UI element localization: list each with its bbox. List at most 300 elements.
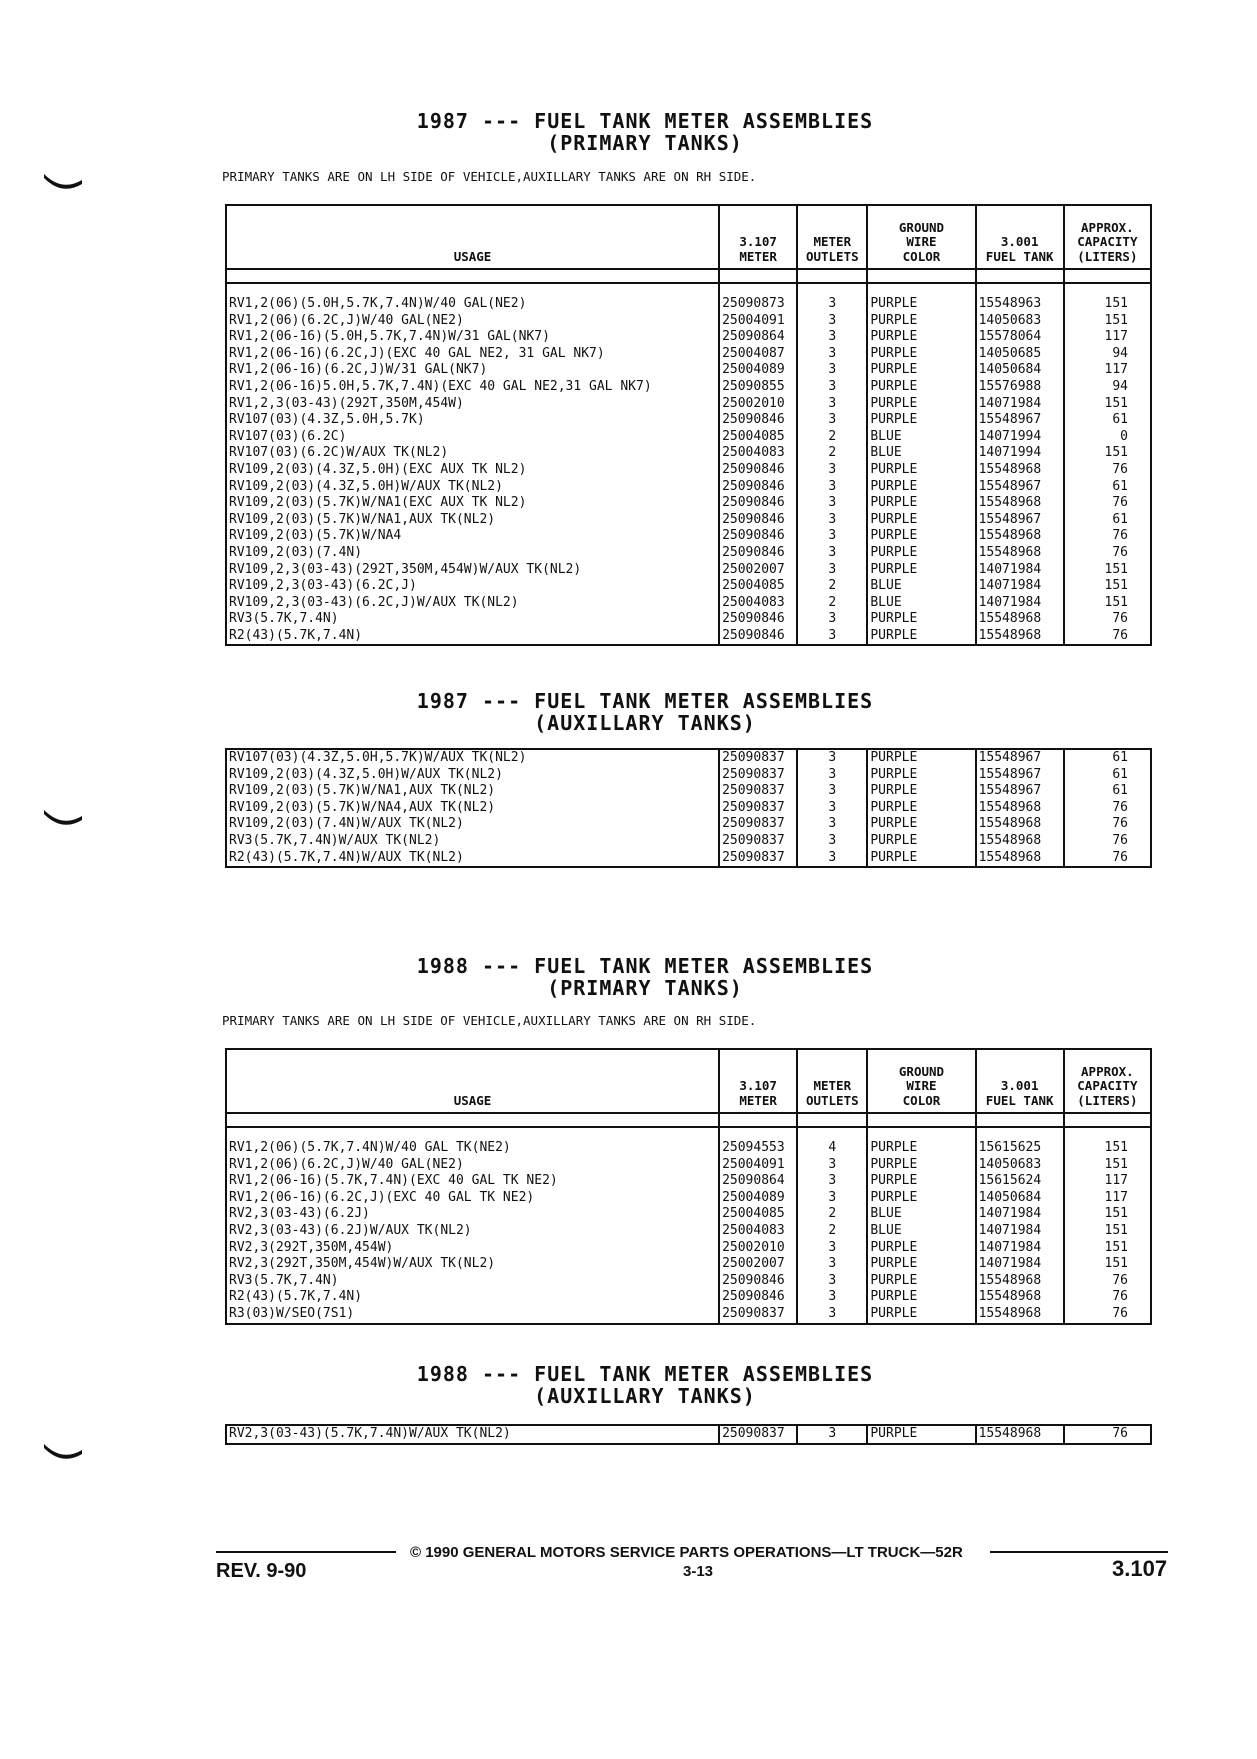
meter-part-cell: 25090846 — [719, 545, 797, 562]
section-title-1987-primary — [330, 110, 960, 154]
usage-cell: RV107(03)(4.3Z,5.0H,5.7K) — [226, 412, 719, 429]
header-text: WIRE — [906, 234, 937, 249]
usage-cell: R2(43)(5.7K,7.4N)W/AUX TK(NL2) — [226, 850, 719, 868]
usage-cell: R2(43)(5.7K,7.4N) — [226, 628, 719, 646]
gap-cell — [976, 1127, 1064, 1140]
header-text: APPROX. — [1081, 1063, 1134, 1079]
capacity-cell: 76 — [1064, 528, 1151, 545]
ground-wire-color-cell: PURPLE — [867, 767, 975, 784]
usage-cell: RV2,3(292T,350M,454W)W/AUX TK(NL2) — [226, 1256, 719, 1273]
header-text: (LITERS) — [1077, 248, 1138, 264]
capacity-cell: 151 — [1064, 595, 1151, 612]
meter-part-cell: 25090873 — [719, 296, 797, 313]
table-row — [226, 495, 1151, 512]
meter-outlets-cell: 3 — [797, 296, 867, 313]
gap-row — [226, 1127, 1151, 1140]
gap-cell — [797, 1127, 867, 1140]
fuel-tank-part-cell: 14050685 — [976, 346, 1064, 363]
capacity-cell: 76 — [1064, 1425, 1151, 1444]
ground-wire-color-cell: BLUE — [867, 1223, 975, 1240]
table-row — [226, 1140, 1151, 1157]
header-text: FUEL TANK — [985, 248, 1054, 264]
fuel-tank-part-cell: 15548968 — [976, 850, 1064, 868]
usage-cell: RV1,2(06-16)(6.2C,J)W/31 GAL(NK7) — [226, 362, 719, 379]
capacity-cell: 117 — [1064, 329, 1151, 346]
meter-part-cell: 25090846 — [719, 1289, 797, 1306]
table-row — [226, 396, 1151, 413]
column-header-meter — [719, 1049, 797, 1113]
column-header-usage — [226, 205, 719, 269]
column-header-capacity — [1064, 1049, 1151, 1113]
ground-wire-color-cell: PURPLE — [867, 462, 975, 479]
fuel-tank-part-cell: 14071994 — [976, 445, 1064, 462]
fuel-tank-part-cell: 14050683 — [976, 313, 1064, 330]
capacity-cell: 76 — [1064, 462, 1151, 479]
capacity-cell: 94 — [1064, 346, 1151, 363]
meter-part-cell: 25094553 — [719, 1140, 797, 1157]
usage-cell: RV109,2,3(03-43)(292T,350M,454W)W/AUX TK(NL2) — [226, 562, 719, 579]
header-text: CAPACITY — [1077, 1078, 1138, 1093]
ground-wire-color-cell: PURPLE — [867, 495, 975, 512]
fuel-tank-part-cell: 15548968 — [976, 545, 1064, 562]
meter-outlets-cell: 3 — [797, 1273, 867, 1290]
ground-wire-color-cell: PURPLE — [867, 1173, 975, 1190]
usage-cell: RV2,3(292T,350M,454W) — [226, 1240, 719, 1257]
capacity-cell: 151 — [1064, 1223, 1151, 1240]
fuel-tank-part-cell: 14050684 — [976, 1190, 1064, 1207]
table-row — [226, 429, 1151, 446]
table-row — [226, 783, 1151, 800]
capacity-cell: 76 — [1064, 850, 1151, 868]
header-text: METER — [813, 234, 852, 249]
section-title-1987-auxillary — [330, 690, 960, 734]
header-text: METER — [813, 1078, 852, 1093]
column-header-outlets — [797, 205, 867, 269]
gap-cell — [1064, 283, 1151, 296]
ground-wire-color-cell: PURPLE — [867, 528, 975, 545]
capacity-cell: 76 — [1064, 628, 1151, 646]
usage-cell: RV109,2(03)(5.7K)W/NA1(EXC AUX TK NL2) — [226, 495, 719, 512]
usage-cell: RV109,2(03)(7.4N)W/AUX TK(NL2) — [226, 816, 719, 833]
capacity-cell: 151 — [1064, 562, 1151, 579]
fuel-tank-part-cell: 15548967 — [976, 479, 1064, 496]
meter-part-cell: 25090846 — [719, 495, 797, 512]
ground-wire-color-cell: PURPLE — [867, 800, 975, 817]
header-text: USAGE — [453, 1092, 492, 1108]
capacity-cell: 94 — [1064, 379, 1151, 396]
meter-part-cell: 25002007 — [719, 562, 797, 579]
ground-wire-color-cell: PURPLE — [867, 628, 975, 646]
usage-cell: RV109,2(03)(7.4N) — [226, 545, 719, 562]
spacer-cell — [797, 269, 867, 283]
ground-wire-color-cell: PURPLE — [867, 412, 975, 429]
column-header-capacity — [1064, 205, 1151, 269]
section-title-line: 1987 --- FUEL TANK METER ASSEMBLIES — [416, 689, 874, 713]
table-row — [226, 329, 1151, 346]
section-title-line: 1987 --- FUEL TANK METER ASSEMBLIES — [416, 109, 874, 133]
meter-outlets-cell: 3 — [797, 1289, 867, 1306]
section-subtitle-line: (AUXILLARY TANKS) — [534, 711, 756, 735]
table-row — [226, 1173, 1151, 1190]
table-row — [226, 479, 1151, 496]
capacity-cell: 61 — [1064, 412, 1151, 429]
usage-cell: RV109,2(03)(5.7K)W/NA4 — [226, 528, 719, 545]
meter-outlets-cell: 3 — [797, 1240, 867, 1257]
table-row — [226, 611, 1151, 628]
meter-outlets-cell: 3 — [797, 562, 867, 579]
capacity-cell: 117 — [1064, 1190, 1151, 1207]
meter-part-cell: 25004085 — [719, 578, 797, 595]
usage-cell: RV109,2(03)(5.7K)W/NA4,AUX TK(NL2) — [226, 800, 719, 817]
spacer-cell — [976, 1113, 1064, 1127]
header-text: CAPACITY — [1077, 234, 1138, 249]
capacity-cell: 76 — [1064, 495, 1151, 512]
meter-outlets-cell: 4 — [797, 1140, 867, 1157]
usage-cell: RV1,2(06)(6.2C,J)W/40 GAL(NE2) — [226, 1157, 719, 1174]
capacity-cell: 117 — [1064, 362, 1151, 379]
meter-outlets-cell: 3 — [797, 329, 867, 346]
meter-outlets-cell: 3 — [797, 346, 867, 363]
ground-wire-color-cell: PURPLE — [867, 1273, 975, 1290]
meter-outlets-cell: 2 — [797, 595, 867, 612]
meter-outlets-cell: 3 — [797, 1173, 867, 1190]
ground-wire-color-cell: PURPLE — [867, 1256, 975, 1273]
capacity-cell: 151 — [1064, 396, 1151, 413]
meter-part-cell: 25090837 — [719, 1306, 797, 1324]
meter-part-cell: 25002007 — [719, 1256, 797, 1273]
footer-rule-left — [216, 1551, 396, 1553]
tank-side-note: PRIMARY TANKS ARE ON LH SIDE OF VEHICLE,AUXILLARY TANKS ARE ON RH SIDE. — [222, 169, 757, 184]
table-row — [226, 833, 1151, 850]
header-text: 3.107 — [739, 234, 777, 249]
fuel-tank-part-cell: 14050684 — [976, 362, 1064, 379]
meter-outlets-cell: 3 — [797, 396, 867, 413]
fuel-tank-part-cell: 15548968 — [976, 628, 1064, 646]
usage-cell: RV2,3(03-43)(6.2J) — [226, 1206, 719, 1223]
table-row — [226, 346, 1151, 363]
usage-cell: RV107(03)(6.2C)W/AUX TK(NL2) — [226, 445, 719, 462]
table-row — [226, 749, 1151, 767]
meter-part-cell: 25090864 — [719, 1173, 797, 1190]
table-row — [226, 800, 1151, 817]
tank-side-note: PRIMARY TANKS ARE ON LH SIDE OF VEHICLE,AUXILLARY TANKS ARE ON RH SIDE. — [222, 1013, 757, 1028]
usage-cell: RV3(5.7K,7.4N)W/AUX TK(NL2) — [226, 833, 719, 850]
fuel-tank-part-cell: 15548968 — [976, 800, 1064, 817]
capacity-cell: 76 — [1064, 1273, 1151, 1290]
table-row — [226, 578, 1151, 595]
ground-wire-color-cell: BLUE — [867, 429, 975, 446]
meter-outlets-cell: 2 — [797, 578, 867, 595]
meter-outlets-cell: 2 — [797, 429, 867, 446]
ground-wire-color-cell: BLUE — [867, 595, 975, 612]
gap-cell — [867, 283, 975, 296]
meter-outlets-cell: 3 — [797, 412, 867, 429]
ground-wire-color-cell: PURPLE — [867, 749, 975, 767]
meter-outlets-cell: 2 — [797, 1206, 867, 1223]
gap-cell — [719, 1127, 797, 1140]
table-row — [226, 850, 1151, 868]
meter-outlets-cell: 3 — [797, 783, 867, 800]
table-1988-primary — [225, 1048, 1152, 1325]
meter-outlets-cell: 3 — [797, 1157, 867, 1174]
fuel-tank-part-cell: 14071984 — [976, 1223, 1064, 1240]
table-row — [226, 1425, 1151, 1444]
table-row — [226, 1157, 1151, 1174]
meter-part-cell: 25090837 — [719, 816, 797, 833]
fuel-tank-part-cell: 14071984 — [976, 396, 1064, 413]
usage-cell: RV1,2(06)(6.2C,J)W/40 GAL(NE2) — [226, 313, 719, 330]
fuel-tank-part-cell: 15548967 — [976, 412, 1064, 429]
fuel-tank-part-cell: 15578064 — [976, 329, 1064, 346]
ground-wire-color-cell: PURPLE — [867, 1306, 975, 1324]
meter-part-cell: 25004089 — [719, 362, 797, 379]
ground-wire-color-cell: PURPLE — [867, 296, 975, 313]
usage-cell: RV109,2(03)(4.3Z,5.0H)W/AUX TK(NL2) — [226, 767, 719, 784]
usage-cell: RV3(5.7K,7.4N) — [226, 611, 719, 628]
capacity-cell: 76 — [1064, 833, 1151, 850]
ground-wire-color-cell: PURPLE — [867, 1190, 975, 1207]
table-row — [226, 545, 1151, 562]
table-row — [226, 1289, 1151, 1306]
ground-wire-color-cell: PURPLE — [867, 346, 975, 363]
fuel-tank-part-cell: 14071984 — [976, 562, 1064, 579]
spacer-cell — [1064, 269, 1151, 283]
meter-part-cell: 25090846 — [719, 1273, 797, 1290]
capacity-cell: 151 — [1064, 296, 1151, 313]
meter-part-cell: 25004091 — [719, 1157, 797, 1174]
usage-cell: RV2,3(03-43)(6.2J)W/AUX TK(NL2) — [226, 1223, 719, 1240]
usage-cell: RV1,2(06-16)(5.7K,7.4N)(EXC 40 GAL TK NE2) — [226, 1173, 719, 1190]
section-subtitle-line: (AUXILLARY TANKS) — [534, 1384, 756, 1408]
column-header-outlets — [797, 1049, 867, 1113]
meter-part-cell: 25090846 — [719, 479, 797, 496]
section-title-line: 1988 --- FUEL TANK METER ASSEMBLIES — [416, 1362, 874, 1386]
fuel-tank-part-cell: 15548968 — [976, 816, 1064, 833]
capacity-cell: 0 — [1064, 429, 1151, 446]
header-spacer-row — [226, 1113, 1151, 1127]
spacer-cell — [719, 269, 797, 283]
usage-cell: R3(03)W/SEO(7S1) — [226, 1306, 719, 1324]
fuel-tank-part-cell: 14050683 — [976, 1157, 1064, 1174]
column-header-ground-wire-color — [867, 1049, 975, 1113]
table-row — [226, 767, 1151, 784]
fuel-tank-part-cell: 15615624 — [976, 1173, 1064, 1190]
capacity-cell: 61 — [1064, 783, 1151, 800]
ground-wire-color-cell: PURPLE — [867, 1289, 975, 1306]
table-row — [226, 1206, 1151, 1223]
ground-wire-color-cell: PURPLE — [867, 313, 975, 330]
spacer-cell — [976, 269, 1064, 283]
ground-wire-color-cell: PURPLE — [867, 850, 975, 868]
capacity-cell: 151 — [1064, 1256, 1151, 1273]
gap-cell — [976, 283, 1064, 296]
meter-part-cell: 25002010 — [719, 396, 797, 413]
binder-hole-mark-icon — [42, 170, 84, 192]
column-header-meter — [719, 205, 797, 269]
ground-wire-color-cell: PURPLE — [867, 783, 975, 800]
ground-wire-color-cell: PURPLE — [867, 479, 975, 496]
fuel-tank-part-cell: 15548968 — [976, 1425, 1064, 1444]
table-row — [226, 445, 1151, 462]
meter-outlets-cell: 3 — [797, 512, 867, 529]
meter-part-cell: 25090846 — [719, 512, 797, 529]
ground-wire-color-cell: PURPLE — [867, 816, 975, 833]
ground-wire-color-cell: PURPLE — [867, 329, 975, 346]
table-header-row — [226, 1049, 1151, 1113]
section-title-1988-auxillary — [330, 1363, 960, 1407]
table-row — [226, 313, 1151, 330]
fuel-tank-part-cell: 15548968 — [976, 1306, 1064, 1324]
usage-cell: RV107(03)(4.3Z,5.0H,5.7K)W/AUX TK(NL2) — [226, 749, 719, 767]
header-text: METER — [739, 1092, 777, 1108]
column-header-ground-wire-color — [867, 205, 975, 269]
fuel-tank-part-cell: 15576988 — [976, 379, 1064, 396]
fuel-tank-part-cell: 14071984 — [976, 595, 1064, 612]
header-text: 3.001 — [1000, 1078, 1039, 1093]
meter-outlets-cell: 3 — [797, 833, 867, 850]
header-spacer-row — [226, 269, 1151, 283]
usage-cell: RV1,2(06-16)5.0H,5.7K,7.4N)(EXC 40 GAL NE2,31 GAL NK7) — [226, 379, 719, 396]
meter-outlets-cell: 3 — [797, 628, 867, 646]
ground-wire-color-cell: PURPLE — [867, 1425, 975, 1444]
spacer-cell — [867, 1113, 975, 1127]
usage-cell: RV1,2(06-16)(6.2C,J)(EXC 40 GAL NE2, 31 GAL NK7) — [226, 346, 719, 363]
meter-outlets-cell: 3 — [797, 462, 867, 479]
fuel-tank-part-cell: 14071984 — [976, 1240, 1064, 1257]
meter-part-cell: 25090837 — [719, 800, 797, 817]
column-header-fuel-tank — [976, 1049, 1064, 1113]
ground-wire-color-cell: PURPLE — [867, 611, 975, 628]
section-subtitle-line: (PRIMARY TANKS) — [547, 131, 743, 155]
table-row — [226, 1190, 1151, 1207]
capacity-cell: 151 — [1064, 313, 1151, 330]
binder-hole-mark-icon — [42, 1440, 84, 1462]
ground-wire-color-cell: PURPLE — [867, 396, 975, 413]
fuel-tank-part-cell: 15548968 — [976, 833, 1064, 850]
footer-page-number: 3-13 — [683, 1563, 714, 1580]
usage-cell: RV3(5.7K,7.4N) — [226, 1273, 719, 1290]
usage-cell: RV2,3(03-43)(5.7K,7.4N)W/AUX TK(NL2) — [226, 1425, 719, 1444]
fuel-tank-part-cell: 14071984 — [976, 1206, 1064, 1223]
meter-part-cell: 25090846 — [719, 462, 797, 479]
ground-wire-color-cell: PURPLE — [867, 833, 975, 850]
capacity-cell: 76 — [1064, 545, 1151, 562]
fuel-tank-part-cell: 15548968 — [976, 462, 1064, 479]
usage-cell: RV107(03)(6.2C) — [226, 429, 719, 446]
ground-wire-color-cell: BLUE — [867, 445, 975, 462]
capacity-cell: 76 — [1064, 1289, 1151, 1306]
meter-outlets-cell: 2 — [797, 1223, 867, 1240]
meter-part-cell: 25090846 — [719, 611, 797, 628]
table-row — [226, 1306, 1151, 1324]
meter-outlets-cell: 3 — [797, 816, 867, 833]
table-row — [226, 462, 1151, 479]
table-row — [226, 1240, 1151, 1257]
footer-revision: REV. 9-90 — [216, 1560, 307, 1582]
capacity-cell: 61 — [1064, 512, 1151, 529]
usage-cell: RV109,2,3(03-43)(6.2C,J) — [226, 578, 719, 595]
table-header-row — [226, 205, 1151, 269]
fuel-tank-part-cell: 15548968 — [976, 528, 1064, 545]
fuel-tank-part-cell: 15548967 — [976, 767, 1064, 784]
usage-cell: RV109,2(03)(4.3Z,5.0H)(EXC AUX TK NL2) — [226, 462, 719, 479]
table-row — [226, 562, 1151, 579]
fuel-tank-part-cell: 14071984 — [976, 578, 1064, 595]
meter-part-cell: 25004083 — [719, 445, 797, 462]
header-text: GROUND — [898, 219, 945, 235]
header-text: METER — [739, 248, 777, 264]
table-row — [226, 512, 1151, 529]
table-row — [226, 628, 1151, 646]
meter-part-cell: 25004085 — [719, 429, 797, 446]
fuel-tank-part-cell: 15548968 — [976, 495, 1064, 512]
meter-outlets-cell: 3 — [797, 479, 867, 496]
footer-copyright: © 1990 GENERAL MOTORS SERVICE PARTS OPERATIONS—LT TRUCK—52R — [410, 1544, 963, 1561]
section-subtitle-line: (PRIMARY TANKS) — [547, 976, 743, 1000]
capacity-cell: 151 — [1064, 1140, 1151, 1157]
meter-outlets-cell: 3 — [797, 495, 867, 512]
footer-section-number: 3.107 — [1112, 1556, 1168, 1581]
spacer-cell — [226, 1113, 719, 1127]
meter-part-cell: 25004083 — [719, 1223, 797, 1240]
meter-outlets-cell: 3 — [797, 528, 867, 545]
table-row — [226, 362, 1151, 379]
header-text: COLOR — [902, 248, 941, 264]
header-text: FUEL TANK — [985, 1092, 1054, 1108]
gap-cell — [797, 283, 867, 296]
fuel-tank-part-cell: 15615625 — [976, 1140, 1064, 1157]
fuel-tank-part-cell: 15548967 — [976, 749, 1064, 767]
fuel-tank-part-cell: 15548968 — [976, 1273, 1064, 1290]
ground-wire-color-cell: PURPLE — [867, 512, 975, 529]
table-row — [226, 379, 1151, 396]
capacity-cell: 151 — [1064, 445, 1151, 462]
usage-cell: RV1,2(06-16)(5.0H,5.7K,7.4N)W/31 GAL(NK7) — [226, 329, 719, 346]
column-header-fuel-tank — [976, 205, 1064, 269]
capacity-cell: 151 — [1064, 578, 1151, 595]
usage-cell: RV109,2(03)(4.3Z,5.0H)W/AUX TK(NL2) — [226, 479, 719, 496]
capacity-cell: 61 — [1064, 749, 1151, 767]
header-text: (LITERS) — [1077, 1092, 1138, 1108]
meter-part-cell: 25090846 — [719, 528, 797, 545]
ground-wire-color-cell: PURPLE — [867, 1157, 975, 1174]
meter-part-cell: 25090837 — [719, 833, 797, 850]
table-row — [226, 1256, 1151, 1273]
meter-part-cell: 25090837 — [719, 783, 797, 800]
gap-cell — [226, 1127, 719, 1140]
meter-outlets-cell: 3 — [797, 767, 867, 784]
ground-wire-color-cell: PURPLE — [867, 1240, 975, 1257]
meter-outlets-cell: 3 — [797, 850, 867, 868]
table-row — [226, 816, 1151, 833]
header-text: 3.001 — [1000, 234, 1039, 249]
gap-cell — [719, 283, 797, 296]
meter-part-cell: 25004091 — [719, 313, 797, 330]
meter-outlets-cell: 3 — [797, 1306, 867, 1324]
ground-wire-color-cell: PURPLE — [867, 362, 975, 379]
capacity-cell: 151 — [1064, 1240, 1151, 1257]
meter-part-cell: 25004083 — [719, 595, 797, 612]
meter-part-cell: 25090837 — [719, 749, 797, 767]
fuel-tank-part-cell: 15548968 — [976, 611, 1064, 628]
table-1987-primary — [225, 204, 1152, 646]
capacity-cell: 117 — [1064, 1173, 1151, 1190]
meter-part-cell: 25090837 — [719, 1425, 797, 1444]
meter-part-cell: 25004085 — [719, 1206, 797, 1223]
meter-outlets-cell: 3 — [797, 545, 867, 562]
capacity-cell: 76 — [1064, 800, 1151, 817]
table-1988-auxillary — [225, 1424, 1152, 1445]
